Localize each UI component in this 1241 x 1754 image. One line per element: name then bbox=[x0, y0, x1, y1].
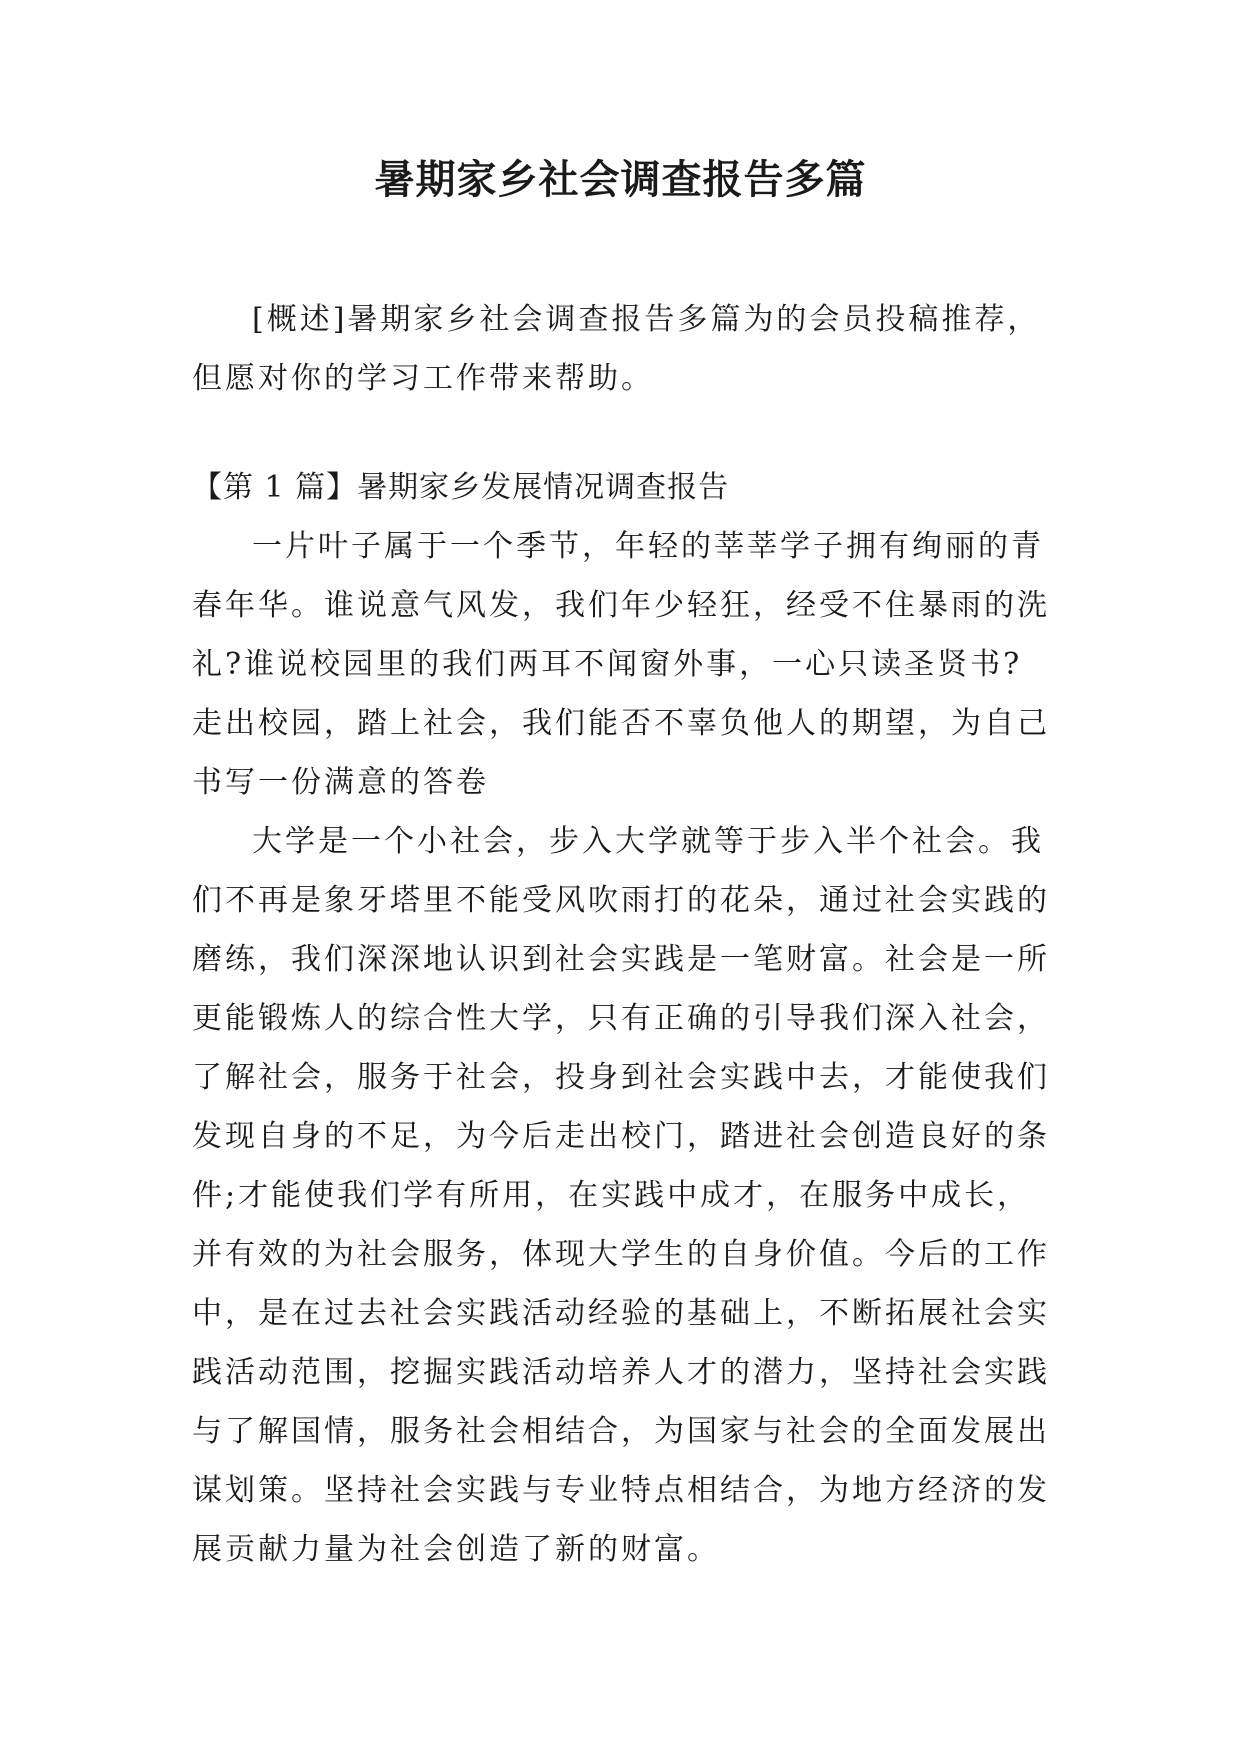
document-title: 暑期家乡社会调查报告多篇 bbox=[374, 157, 867, 203]
article-body bbox=[192, 458, 1052, 1579]
body-paragraph-1: 一片叶子属于一个季节，年轻的莘莘学子拥有绚丽的青春年华。谁说意气风发，我们年少轻狂，经受不住暴雨的洗礼?谁说校园里的我们两耳不闻窗外事，一心只读圣贤书?走出校园，踏上社会，我们能否不辜负他人的期望，为自己书写一份满意的答卷 bbox=[192, 529, 1050, 800]
section-heading: 【第 1 篇】暑期家乡发展情况调查报告 bbox=[192, 470, 730, 505]
summary-paragraph: [概述]暑期家乡社会调查报告多篇为的会员投稿推荐，但愿对你的学习工作带来帮助。 bbox=[192, 302, 1041, 396]
summary-block bbox=[192, 290, 1052, 408]
body-paragraph-2: 大学是一个小社会，步入大学就等于步入半个社会。我们不再是象牙塔里不能受风吹雨打的花朵，通过社会实践的磨练，我们深深地认识到社会实践是一笔财富。社会是一所更能锻炼人的综合性大学，只有正确的引导我们深入社会，了解社会，服务于社会，投身到社会实践中去，才能使我们发现自身的不足，为今后走出校门，踏进社会创造良好的条件;才能使我们学有所用，在实践中成才，在服务中成长，并有效的为社会服务，体现大学生的自身价值。今后的工作中，是在过去社会实践活动经验的基础上，不断拓展社会实践活动范围，挖掘实践活动培养人才的潜力，坚持社会实践与了解国情，服务社会相结合，为国家与社会的全面发展出谋划策。坚持社会实践与专业特点相结合，为地方经济的发展贡献力量为社会创造了新的财富。 bbox=[192, 824, 1050, 1567]
